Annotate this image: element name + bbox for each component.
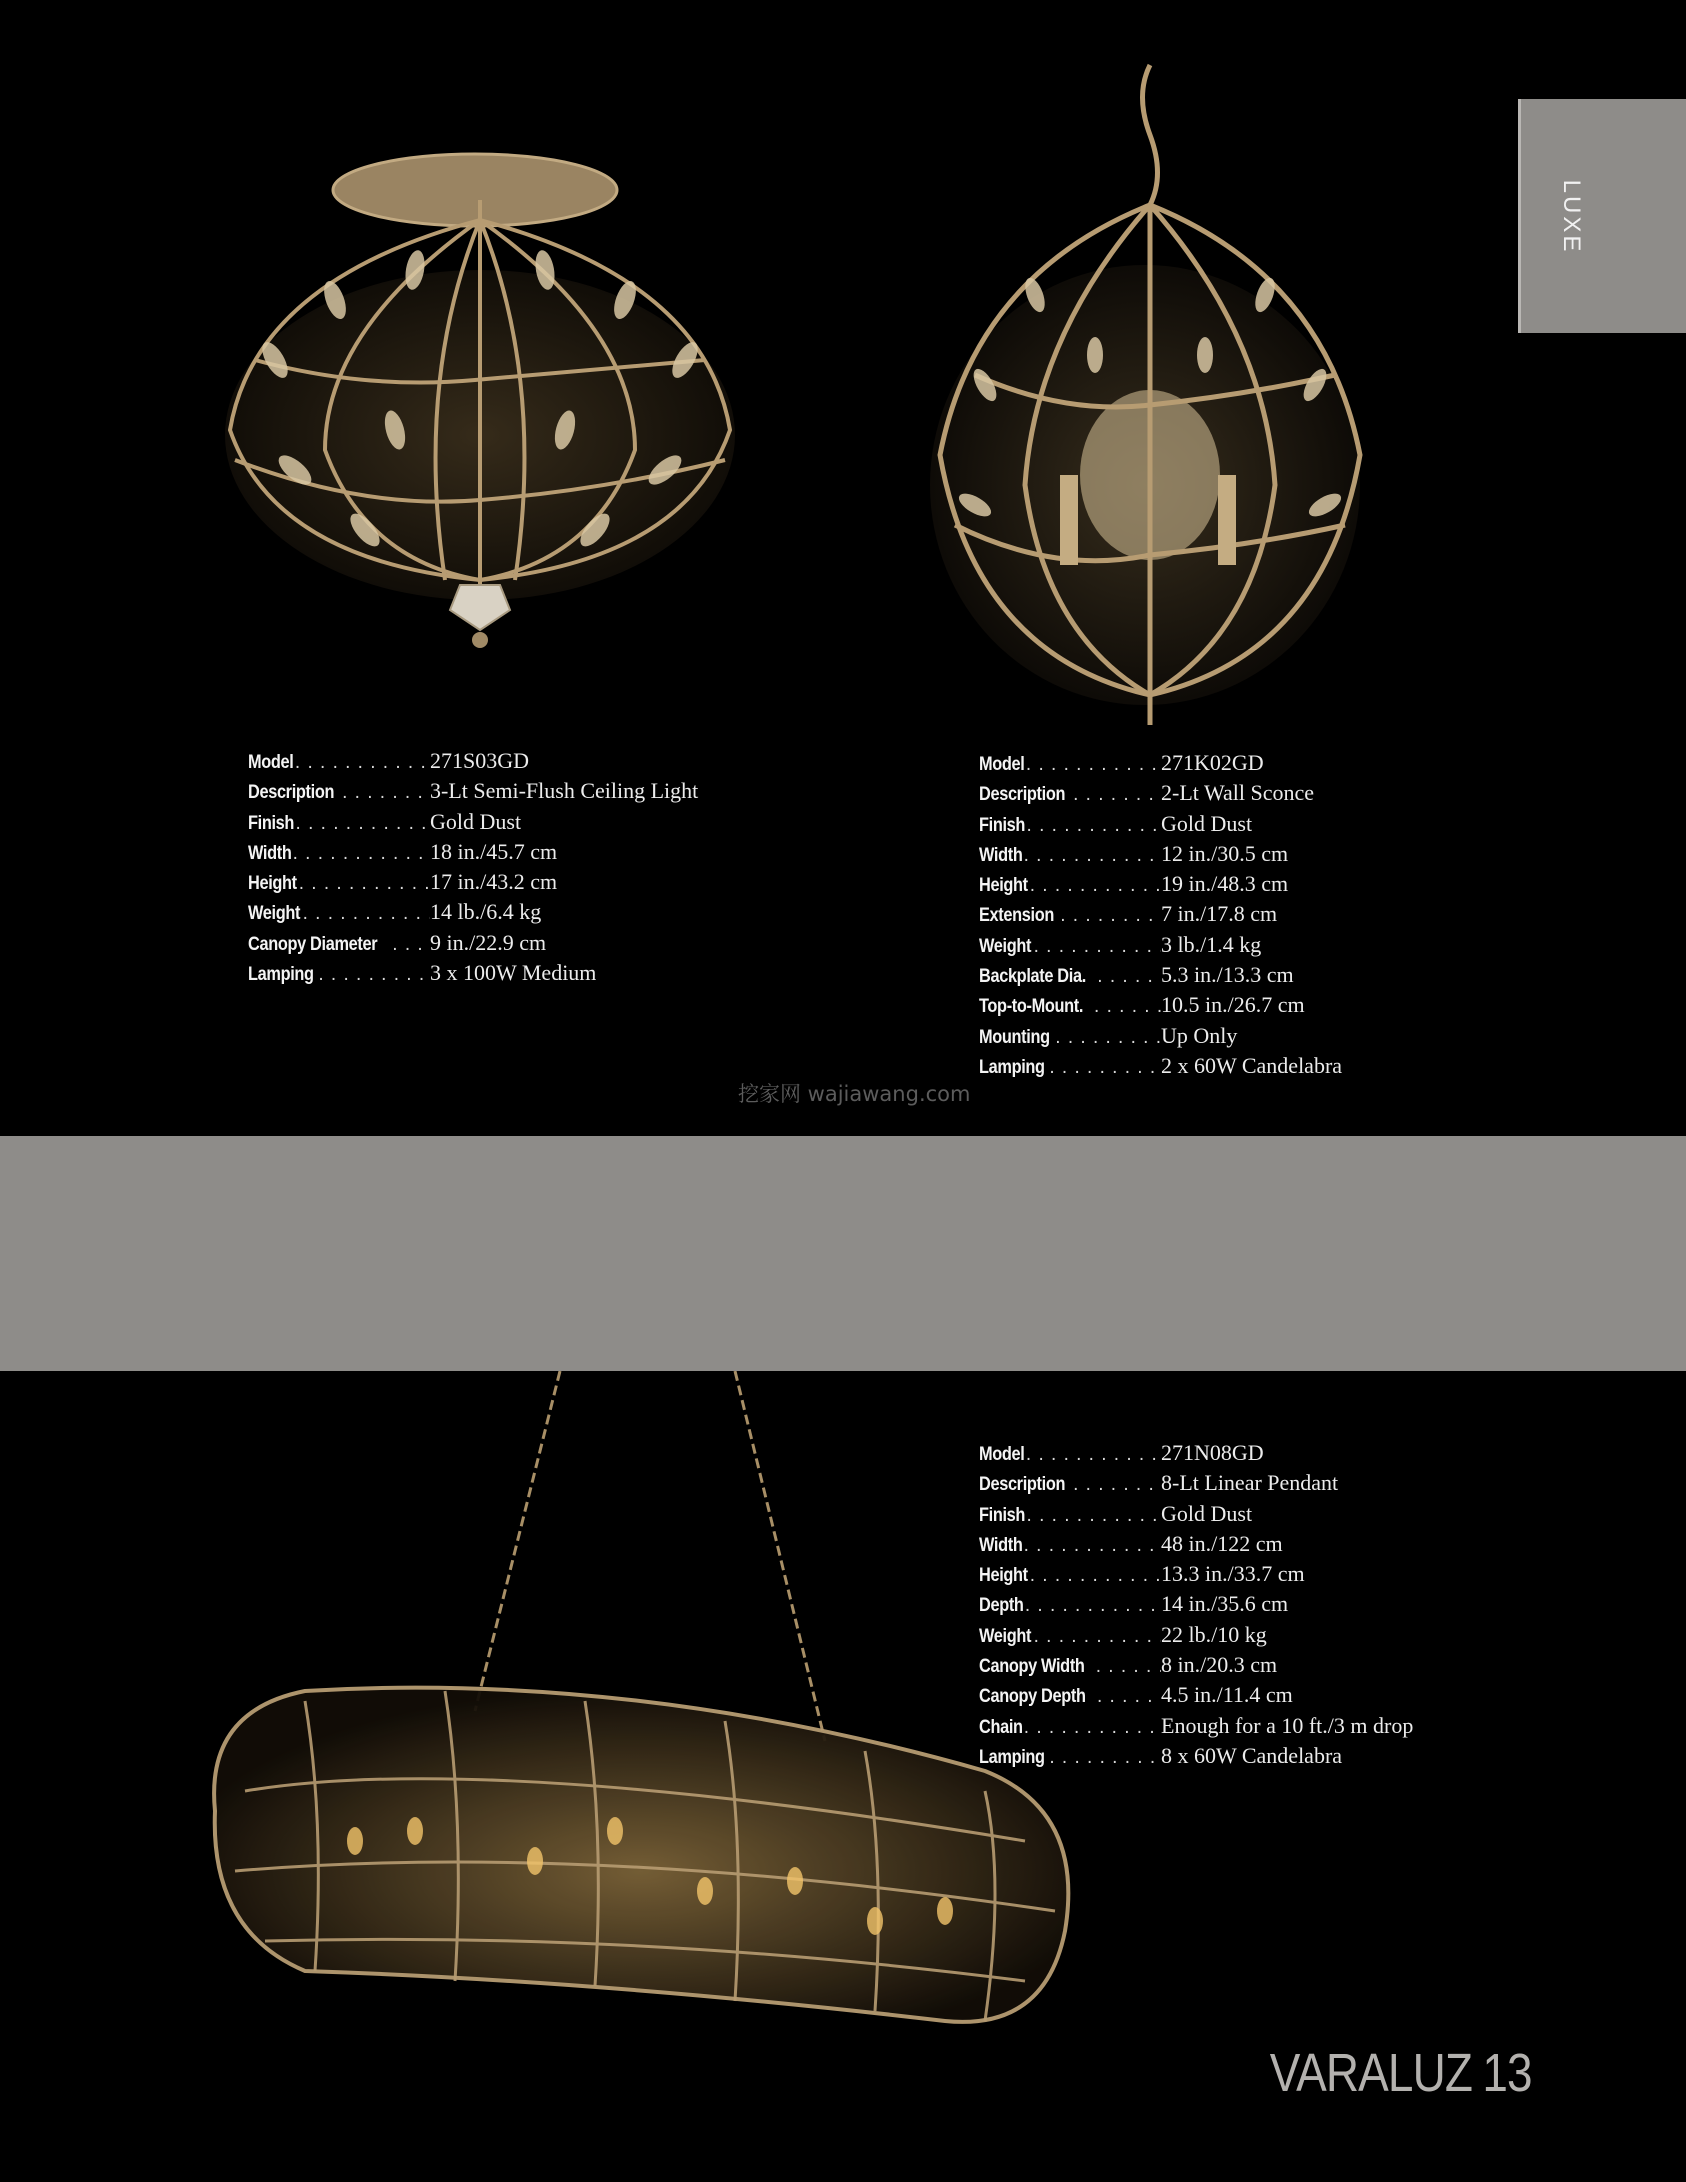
spec-row: [979, 750, 1342, 780]
spec-label: Canopy Width: [979, 1656, 1085, 1678]
spec-list-271K02GD: [979, 750, 1342, 1083]
spec-value: Gold Dust: [1161, 1500, 1253, 1526]
spec-row: [979, 1652, 1413, 1682]
spec-label: Height: [248, 873, 297, 895]
spec-row: [979, 1561, 1413, 1591]
spec-label: Width: [248, 842, 292, 864]
spec-label: Top-to-Mount.: [979, 996, 1084, 1018]
spec-label: Lamping: [248, 964, 314, 986]
spec-value: 8 x 60W Candelabra: [1161, 1742, 1343, 1768]
spec-label: Description: [248, 782, 335, 804]
spec-value: 18 in./45.7 cm: [430, 838, 558, 864]
spec-label: Mounting: [979, 1026, 1050, 1048]
spec-value: 7 in./17.8 cm: [1161, 901, 1278, 927]
brand-footer: [1234, 2042, 1536, 2104]
spec-row: [248, 778, 698, 808]
spec-value: 4.5 in./11.4 cm: [1161, 1682, 1293, 1708]
spec-value: 14 lb./6.4 kg: [430, 899, 542, 925]
spec-value: 8 in./20.3 cm: [1161, 1652, 1278, 1678]
spec-label: Model: [979, 754, 1025, 775]
spec-row: [979, 1682, 1413, 1712]
spec-value: 9 in./22.9 cm: [430, 929, 547, 955]
spec-list-271N08GD: [979, 1440, 1413, 1773]
spec-label: Extension: [979, 905, 1054, 927]
spec-label: Model: [248, 752, 294, 773]
spec-value: Gold Dust: [430, 808, 522, 834]
spec-value: 3 x 100W Medium: [430, 960, 597, 986]
spec-row: [979, 962, 1342, 992]
spec-value: 271S03GD: [430, 748, 530, 773]
spec-value: 14 in./35.6 cm: [1161, 1591, 1289, 1617]
spec-row: [248, 930, 698, 960]
spec-value: 17 in./43.2 cm: [430, 869, 558, 895]
semi-flush-ceiling-light-icon: [215, 130, 745, 660]
spec-row: [979, 871, 1342, 901]
linear-pendant-icon: [185, 1371, 1105, 2071]
spec-list-271S03GD: [248, 748, 698, 990]
spec-row: [248, 869, 698, 899]
spec-label: Finish: [979, 814, 1026, 836]
spec-label: Canopy Depth: [979, 1686, 1086, 1708]
spec-row: [979, 901, 1342, 931]
spec-row: [979, 1622, 1413, 1652]
spec-label: Backplate Dia.: [979, 966, 1086, 988]
section-tab: [1518, 99, 1686, 333]
spec-row: [979, 992, 1342, 1022]
spec-label: Weight: [979, 1625, 1032, 1647]
spec-label: Canopy Diameter: [248, 933, 378, 955]
spec-row: [979, 841, 1342, 871]
spec-row: [248, 809, 698, 839]
section-tab-label: LUXE: [1558, 179, 1585, 255]
spec-label: Height: [979, 875, 1028, 897]
spec-label: Description: [979, 1474, 1066, 1496]
spec-value: 3-Lt Semi-Flush Ceiling Light: [430, 778, 699, 804]
spec-row: [248, 960, 698, 990]
spec-row: [979, 932, 1342, 962]
spec-label: Weight: [248, 903, 301, 925]
spec-label: Lamping: [979, 1746, 1045, 1768]
spec-row: [979, 1470, 1413, 1500]
spec-row: [979, 1023, 1342, 1053]
spec-value: Gold Dust: [1161, 810, 1253, 836]
spec-row: [248, 748, 698, 778]
spec-value: 271K02GD: [1161, 750, 1264, 775]
spec-row: [979, 1053, 1342, 1083]
spec-label: Finish: [979, 1504, 1026, 1526]
spec-value: 5.3 in./13.3 cm: [1161, 962, 1294, 988]
brand-name: VARALUZ: [1269, 2043, 1472, 2103]
spec-row: [979, 1591, 1413, 1621]
spec-row: [979, 1713, 1413, 1743]
spec-value: Enough for a 10 ft./3 m drop: [1161, 1712, 1414, 1738]
spec-value: 22 lb./10 kg: [1161, 1621, 1267, 1647]
watermark: 挖家网 wajiawang.com: [738, 1082, 971, 1106]
page-number: 13: [1482, 2043, 1532, 2103]
divider-band: [0, 1136, 1686, 1371]
spec-value: 3 lb./1.4 kg: [1161, 931, 1262, 957]
spec-row: [979, 1743, 1413, 1773]
spec-label: Description: [979, 784, 1066, 806]
spec-value: 271N08GD: [1161, 1440, 1264, 1465]
spec-row: [979, 811, 1342, 841]
spec-label: Finish: [248, 812, 295, 834]
spec-label: Chain: [979, 1716, 1023, 1738]
spec-row: [248, 839, 698, 869]
spec-value: 2 x 60W Candelabra: [1161, 1052, 1343, 1078]
spec-value: 8-Lt Linear Pendant: [1161, 1470, 1339, 1496]
spec-value: 12 in./30.5 cm: [1161, 840, 1289, 866]
spec-value: 48 in./122 cm: [1161, 1530, 1283, 1556]
spec-value: 19 in./48.3 cm: [1161, 871, 1289, 897]
spec-value: 10.5 in./26.7 cm: [1161, 992, 1305, 1018]
spec-label: Width: [979, 844, 1023, 866]
spec-row: [979, 1501, 1413, 1531]
spec-row: [979, 1440, 1413, 1470]
spec-label: Weight: [979, 935, 1032, 957]
spec-row: [979, 1531, 1413, 1561]
spec-label: Width: [979, 1534, 1023, 1556]
spec-value: Up Only: [1161, 1022, 1238, 1048]
spec-label: Height: [979, 1565, 1028, 1587]
wall-sconce-icon: [915, 55, 1375, 735]
spec-value: 13.3 in./33.7 cm: [1161, 1561, 1305, 1587]
spec-label: Lamping: [979, 1056, 1045, 1078]
spec-value: 2-Lt Wall Sconce: [1161, 780, 1315, 806]
spec-row: [979, 780, 1342, 810]
spec-label: Depth: [979, 1595, 1024, 1617]
spec-label: Model: [979, 1444, 1025, 1465]
spec-row: [248, 899, 698, 929]
